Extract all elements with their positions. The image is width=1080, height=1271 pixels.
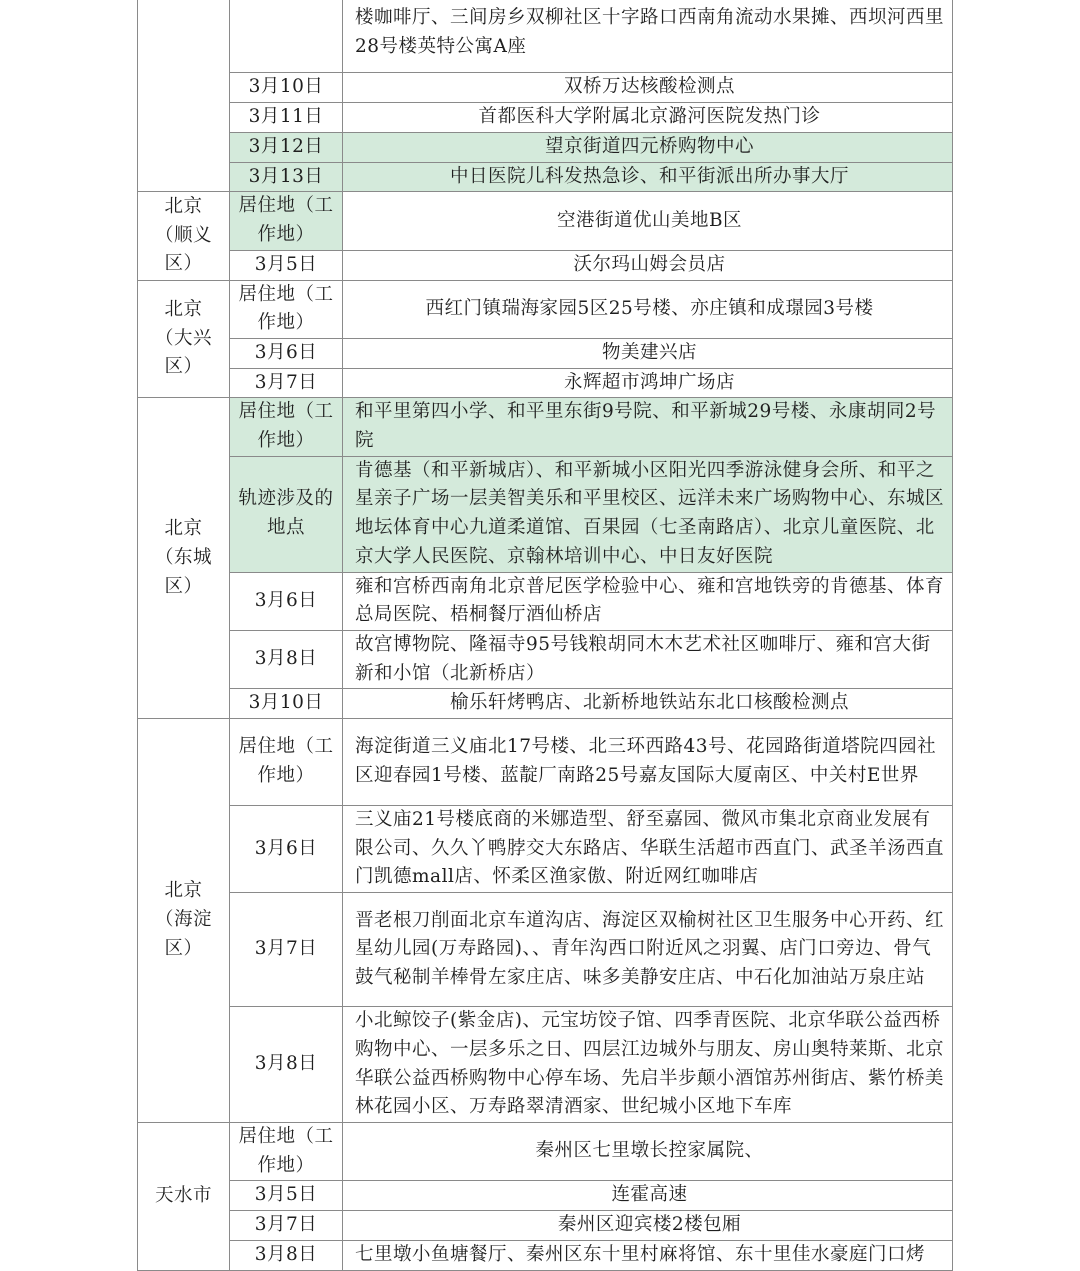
region-cell: 北京（大兴区）	[138, 280, 230, 398]
date-cell: 居住地（工作地）	[230, 719, 343, 806]
date-cell: 居住地（工作地）	[230, 280, 343, 338]
date-cell: 轨迹涉及的地点	[230, 456, 343, 572]
place-cell: 七里墩小鱼塘餐厅、秦州区东十里村麻将馆、东十里佳水豪庭门口烤	[343, 1240, 953, 1270]
place-cell: 晋老根刀削面北京车道沟店、海淀区双榆树社区卫生服务中心开药、红星幼儿园(万寿路园)、、青年沟西口附近风之羽翼、店门口旁边、骨气鼓气秘制羊棒骨左家庄店、味多美静安庄店、中石化加油站万泉庄站	[343, 893, 953, 1007]
date-cell: 3月6日	[230, 338, 343, 368]
region-cell	[138, 0, 230, 192]
table-row	[138, 806, 953, 893]
table-row	[138, 73, 953, 103]
table-row-highlighted	[138, 398, 953, 456]
date-cell: 3月5日	[230, 1181, 343, 1211]
date-cell: 3月10日	[230, 73, 343, 103]
place-cell: 空港街道优山美地B区	[343, 192, 953, 250]
region-cell: 北京（海淀区）	[138, 719, 230, 1123]
date-cell: 3月12日	[230, 132, 343, 162]
place-cell: 连霍高速	[343, 1181, 953, 1211]
trajectory-table	[137, 0, 953, 1271]
place-cell: 楼咖啡厅、三间房乡双柳社区十字路口西南角流动水果摊、西坝河西里28号楼英特公寓A座	[343, 0, 953, 73]
place-cell: 榆乐轩烤鸭店、北新桥地铁站东北口核酸检测点	[343, 689, 953, 719]
date-cell: 居住地（工作地）	[230, 398, 343, 456]
place-cell: 海淀街道三义庙北17号楼、北三环西路43号、花园路街道塔院四园社区迎春园1号楼、蓝靛厂南路25号嘉友国际大厦南区、中关村E世界	[343, 719, 953, 806]
table-row	[138, 280, 953, 338]
place-cell: 秦州区迎宾楼2楼包厢	[343, 1211, 953, 1241]
place-cell: 沃尔玛山姆会员店	[343, 250, 953, 280]
place-cell: 三义庙21号楼底商的米娜造型、舒至嘉园、微风市集北京商业发展有限公司、久久丫鸭脖交大东路店、华联生活超市西直门、武圣羊汤西直门凯德mall店、怀柔区渔家傲、附近网红咖啡店	[343, 806, 953, 893]
date-cell: 3月7日	[230, 368, 343, 398]
date-cell: 3月6日	[230, 806, 343, 893]
table-row	[138, 0, 953, 73]
date-cell: 3月11日	[230, 103, 343, 133]
date-cell: 居住地（工作地）	[230, 1122, 343, 1180]
place-cell: 西红门镇瑞海家园5区25号楼、亦庄镇和成璟园3号楼	[343, 280, 953, 338]
date-cell: 3月13日	[230, 162, 343, 192]
place-cell: 小北鲸饺子(紫金店)、元宝坊饺子馆、四季青医院、北京华联公益西桥购物中心、一层多乐之日、四层江边城外与朋友、房山奥特莱斯、北京华联公益西桥购物中心停车场、先启半步颠小酒馆苏州街店、紫竹桥美林花园小区、万寿路翠清酒家、世纪城小区地下车库	[343, 1007, 953, 1123]
region-cell: 北京（东城区）	[138, 398, 230, 719]
place-cell: 和平里第四小学、和平里东街9号院、和平新城29号楼、永康胡同2号院	[343, 398, 953, 456]
place-cell: 永辉超市鸿坤广场店	[343, 368, 953, 398]
table-row	[138, 630, 953, 688]
date-cell: 3月5日	[230, 250, 343, 280]
table-row-highlighted	[138, 456, 953, 572]
table-row	[138, 338, 953, 368]
table-row	[138, 1122, 953, 1180]
table-row	[138, 893, 953, 1007]
date-cell: 3月7日	[230, 893, 343, 1007]
table-row	[138, 1181, 953, 1211]
table-row	[138, 689, 953, 719]
region-cell: 天水市	[138, 1122, 230, 1270]
place-cell: 中日医院儿科发热急诊、和平街派出所办事大厅	[343, 162, 953, 192]
table-row	[138, 1007, 953, 1123]
date-cell: 居住地（工作地）	[230, 192, 343, 250]
table-row	[138, 1240, 953, 1270]
table-row	[138, 572, 953, 630]
date-cell: 3月7日	[230, 1211, 343, 1241]
place-cell: 首都医科大学附属北京潞河医院发热门诊	[343, 103, 953, 133]
date-cell: 3月6日	[230, 572, 343, 630]
table-row	[138, 368, 953, 398]
place-cell: 双桥万达核酸检测点	[343, 73, 953, 103]
table-row	[138, 719, 953, 806]
date-cell: 3月10日	[230, 689, 343, 719]
table-row	[138, 250, 953, 280]
place-cell: 肯德基（和平新城店）、和平新城小区阳光四季游泳健身会所、和平之星亲子广场一层美智美乐和平里校区、远洋未来广场购物中心、东城区地坛体育中心九道柔道馆、百果园（七圣南路店）、北京儿童医院、北京大学人民医院、京翰林培训中心、中日友好医院	[343, 456, 953, 572]
place-cell: 秦州区七里墩长控家属院、	[343, 1122, 953, 1180]
date-cell: 3月8日	[230, 1240, 343, 1270]
date-cell: 3月8日	[230, 1007, 343, 1123]
date-cell: 3月8日	[230, 630, 343, 688]
table-row	[138, 1211, 953, 1241]
table-row-highlighted	[138, 132, 953, 162]
region-cell: 北京（顺义区）	[138, 192, 230, 280]
table-row	[138, 103, 953, 133]
table-row-highlighted	[138, 162, 953, 192]
place-cell: 物美建兴店	[343, 338, 953, 368]
date-cell	[230, 0, 343, 73]
table-row	[138, 192, 953, 250]
place-cell: 雍和宫桥西南角北京普尼医学检验中心、雍和宫地铁旁的肯德基、体育总局医院、梧桐餐厅酒仙桥店	[343, 572, 953, 630]
place-cell: 故宫博物院、隆福寺95号钱粮胡同木木艺术社区咖啡厅、雍和宫大街新和小馆（北新桥店）	[343, 630, 953, 688]
place-cell: 望京街道四元桥购物中心	[343, 132, 953, 162]
